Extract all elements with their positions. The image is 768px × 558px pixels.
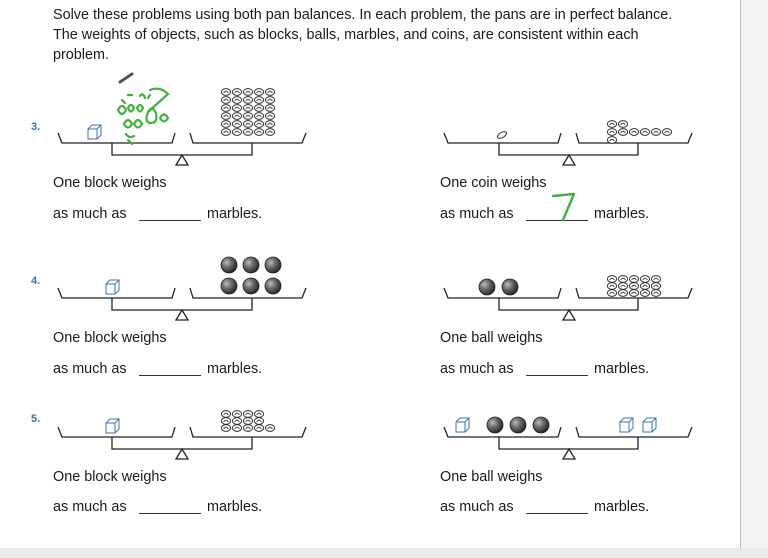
balance-5-right <box>444 427 692 459</box>
instructions: Solve these problems using both pan balances. In each problem, the pans are in perfect balance. The weights of objects, such as blocks, balls, marbles, and coins, are consistent within each problem. <box>53 7 673 63</box>
marble-group <box>221 411 274 432</box>
question-5b-marbles: marbles. <box>594 499 650 515</box>
question-4a-line1: One block weighs <box>53 330 167 346</box>
question-5b-line1: One ball weighs <box>440 469 543 485</box>
answer-blank-4a[interactable] <box>139 375 201 376</box>
question-4b-line1: One ball weighs <box>440 330 543 346</box>
question-5b-as-much-as: as much as <box>440 499 514 515</box>
handwritten-marks <box>118 74 168 144</box>
block <box>88 125 101 139</box>
question-5a-line1: One block weighs <box>53 469 167 485</box>
problem-number-4: 4. <box>31 275 41 287</box>
question-5a-marbles: marbles. <box>207 499 263 515</box>
viewer-bottom-strip <box>0 548 768 558</box>
answer-blank-5b[interactable] <box>526 513 588 514</box>
block-group <box>620 418 656 432</box>
question-3a-marbles: marbles. <box>207 206 263 222</box>
question-4a-marbles: marbles. <box>207 361 263 377</box>
coin <box>496 130 507 140</box>
marble-group <box>607 121 671 144</box>
balance-5-left <box>58 427 306 459</box>
question-4b-marbles: marbles. <box>594 361 650 377</box>
answer-blank-3a[interactable] <box>139 220 201 221</box>
question-3a-line1: One block weighs <box>53 175 167 191</box>
block <box>456 418 469 432</box>
ball-group <box>487 417 549 433</box>
marble-group <box>607 276 660 297</box>
question-4a-as-much-as: as much as <box>53 361 127 377</box>
marble-group <box>221 89 274 136</box>
problem-number-5: 5. <box>31 413 41 425</box>
question-3b-marbles: marbles. <box>594 206 650 222</box>
block <box>106 419 119 433</box>
question-5a-as-much-as: as much as <box>53 499 127 515</box>
block <box>106 280 119 294</box>
ball-group <box>221 257 281 294</box>
answer-text-3b <box>550 190 551 191</box>
question-3a-as-much-as: as much as <box>53 206 127 222</box>
page-border <box>740 0 741 548</box>
question-3b-as-much-as: as much as <box>440 206 514 222</box>
answer-blank-4b[interactable] <box>526 375 588 376</box>
ball-group <box>479 279 518 295</box>
answer-blank-5a[interactable] <box>139 513 201 514</box>
question-3b-line1: One coin weighs <box>440 175 547 191</box>
problem-number-3: 3. <box>31 121 41 133</box>
balance-3-right <box>444 133 692 165</box>
question-4b-as-much-as: as much as <box>440 361 514 377</box>
handwritten-answer-3b <box>550 190 580 227</box>
